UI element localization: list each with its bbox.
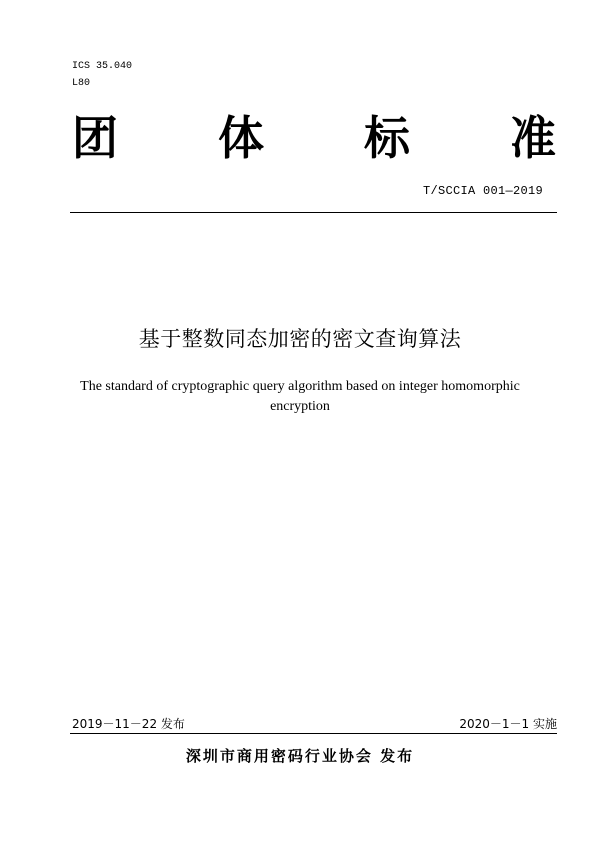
document-type-title [72, 110, 556, 166]
top-divider [70, 212, 557, 213]
document-type-char: 准 [510, 111, 556, 165]
document-type-char: 体 [218, 111, 264, 165]
implementation-date: 2020－1－1 实施 [459, 717, 557, 731]
bottom-divider [70, 733, 557, 734]
ics-code: ICS 35.040 [72, 61, 133, 72]
english-title-line-2: encryption [270, 399, 330, 414]
english-title-line-1: The standard of cryptographic query algorithm based on integer homomorphic [80, 379, 520, 394]
classification-code: L80 [72, 78, 91, 89]
document-type-char: 标 [364, 111, 410, 165]
document-type-char: 团 [72, 111, 118, 165]
release-date: 2019－11－22 发布 [72, 717, 185, 731]
chinese-title: 基于整数同态加密的密文查询算法 [138, 327, 462, 351]
publisher: 深圳市商用密码行业协会 发布 [185, 747, 415, 765]
standard-code: T/SCCIA 001—2019 [422, 184, 543, 198]
english-title [60, 377, 540, 417]
